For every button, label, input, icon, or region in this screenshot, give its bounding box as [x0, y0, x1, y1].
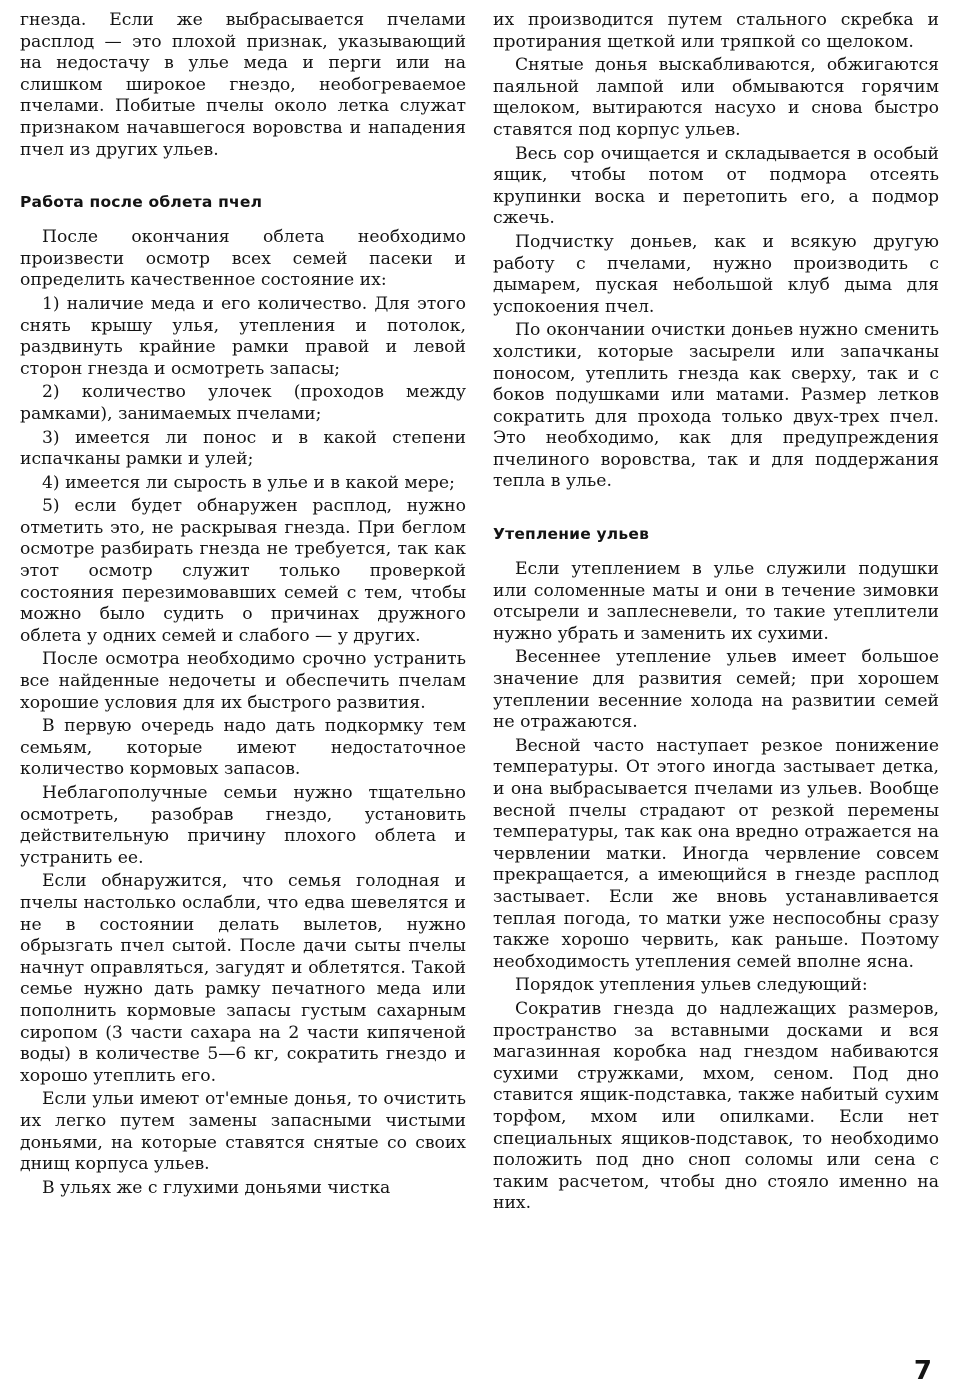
body-paragraph: Порядок утепления ульев следующий:: [515, 975, 868, 996]
list-item-streets: 2) количество улочек (проходов между рамками), занимаемых пчелами;: [20, 382, 466, 424]
body-paragraph: Если обнаружится, что семья голодная и пчелы настолько ослабли, что едва шевелятся и не в состоянии делать вылетов, нужно обрызгать пчел сытой. После дачи сыты пчелы начнут оправляться, загудят и облетятся. Такой семье нужно дать рамку печатного меда или пополнить кормовые запасы густым сахарным сиропом (3 части сахара на 2 части кипяченой воды) в количестве 5—6 кг, сократить гнездо и хорошо утеплить его.: [20, 871, 466, 1086]
body-paragraph: Весной часто наступает резкое понижение температуры. От этого иногда застывает детка, и она выбрасывается пчелами из ульев. Вообще весной пчелы страдают от резкой перемены температуры, так как она вредно отражается на червлении матки. Иногда червление совсем прекращается, а имеющийся в гнезде расплод застывает. Если же вновь устанавливается теплая погода, то матки уже неспособны сразу также хорошо червить, как раньше. Поэтому необходимость утепления семей вполне ясна.: [493, 735, 939, 972]
list-item-dampness: 4) имеется ли сырость в улье и в какой мере;: [42, 472, 455, 493]
body-paragraph: Весь сор очищается и складывается в особый ящик, чтобы потом от подмора отсеять крупинки воска и перетопить его, а подмор сжечь.: [493, 143, 939, 229]
body-paragraph: Сократив гнезда до надлежащих размеров, пространство за вставными досками и вся магазинная коробка над гнездом набиваются сухими стружками, мхом, сеном. Под дно ставится ящик-подставка, также набитый сухим торфом, мхом или опилками. Если нет специальных ящиков-подставок, то необходимо положить под дно сноп соломы или сена с таким расчетом, чтобы дно стояло именно на них.: [493, 998, 939, 1214]
list-item-honey: 1) наличие меда и его количество. Для этого снять крышу улья, утепления и потолок, раздвинуть крайние рамки правой и левой сторон гнезда и осмотреть запасы;: [20, 293, 466, 379]
right-column: [493, 10, 939, 1217]
body-paragraph: В ульях же с глухими доньями чистка: [42, 1177, 391, 1198]
body-paragraph: Если утеплением в улье служили подушки или соломенные маты и они в течение зимовки отсырели и заплесневели, то такие утеплители нужно убрать и заменить их сухими.: [493, 559, 939, 644]
section-heading-after-flight: Работа после облета пчел: [20, 193, 263, 212]
list-item-brood: 5) если будет обнаружен расплод, нужно отметить это, не раскрывая гнезда. При беглом осмотре разбирать гнезда не требуется, так как этот осмотр служит только проверкой состояния перезимовавших семей с тем, чтобы можно было судить о причинах дружного облета у одних семей и слабого — у других.: [20, 496, 466, 646]
page-number: 7: [913, 1356, 932, 1386]
section-heading-insulation: Утепление ульев: [493, 525, 650, 544]
body-paragraph: Если ульи имеют от'емные донья, то очистить их легко путем замены запасными чистыми доньями, на которые ставятся снятые со своих днищ корпуса ульев.: [20, 1089, 466, 1175]
body-paragraph: После окончания облета необходимо произвести осмотр всех семей пасеки и определить качественное состояние их:: [20, 227, 466, 291]
body-paragraph: После осмотра необходимо срочно устранить все найденные недочеты и обеспечить пчелам хорошие условия для их быстрого развития.: [20, 649, 466, 713]
list-item-diarrhea: 3) имеется ли понос и в какой степени испачканы рамки и улей;: [20, 427, 466, 470]
body-paragraph: Снятые донья выскабливаются, обжигаются паяльной лампой или обмываются горячим щелоком, вытираются насухо и снова быстро ставятся под корпус ульев.: [493, 55, 939, 140]
body-paragraph: Неблагополучные семьи нужно тщательно осмотреть, разобрав гнездо, установить действительную причину плохого облета и устранить ее.: [20, 783, 466, 868]
left-column: [20, 10, 466, 1201]
body-paragraph: Подчистку доньев, как и всякую другую работу с пчелами, нужно производить с дымарем, пуская небольшой клуб дыма для успокоения пчел.: [493, 231, 939, 317]
body-paragraph: Весеннее утепление ульев имеет большое значение для развития семей; при хорошем утеплении весенние холода на развитии семей не отражаются.: [493, 647, 939, 733]
body-paragraph: В первую очередь надо дать подкормку тем семьям, которые имеют недостаточное количество кормовых запасов.: [20, 716, 466, 780]
intro-paragraph: гнезда. Если же выбрасывается пчелами расплод — это плохой признак, указывающий на недостачу в улье меда и перги или на слишком широкое гнездо, необогреваемое пчелами. Побитые пчелы около летка служат признаком начавшегося воровства и нападения пчел из других ульев.: [20, 10, 466, 160]
body-paragraph: По окончании очистки доньев нужно сменить холстики, которые засырели или запачканы поносом, утеплить гнезда как сверху, так и с боков подушками или матами. Размер летков сократить для прохода только двух-трех пчел. Это необходимо, как для предупреждения пчелиного воровства, так и для поддержания тепла в улье.: [493, 320, 939, 492]
continued-paragraph: их производится путем стального скребка и протирания щеткой или тряпкой со щелоком.: [493, 10, 939, 52]
